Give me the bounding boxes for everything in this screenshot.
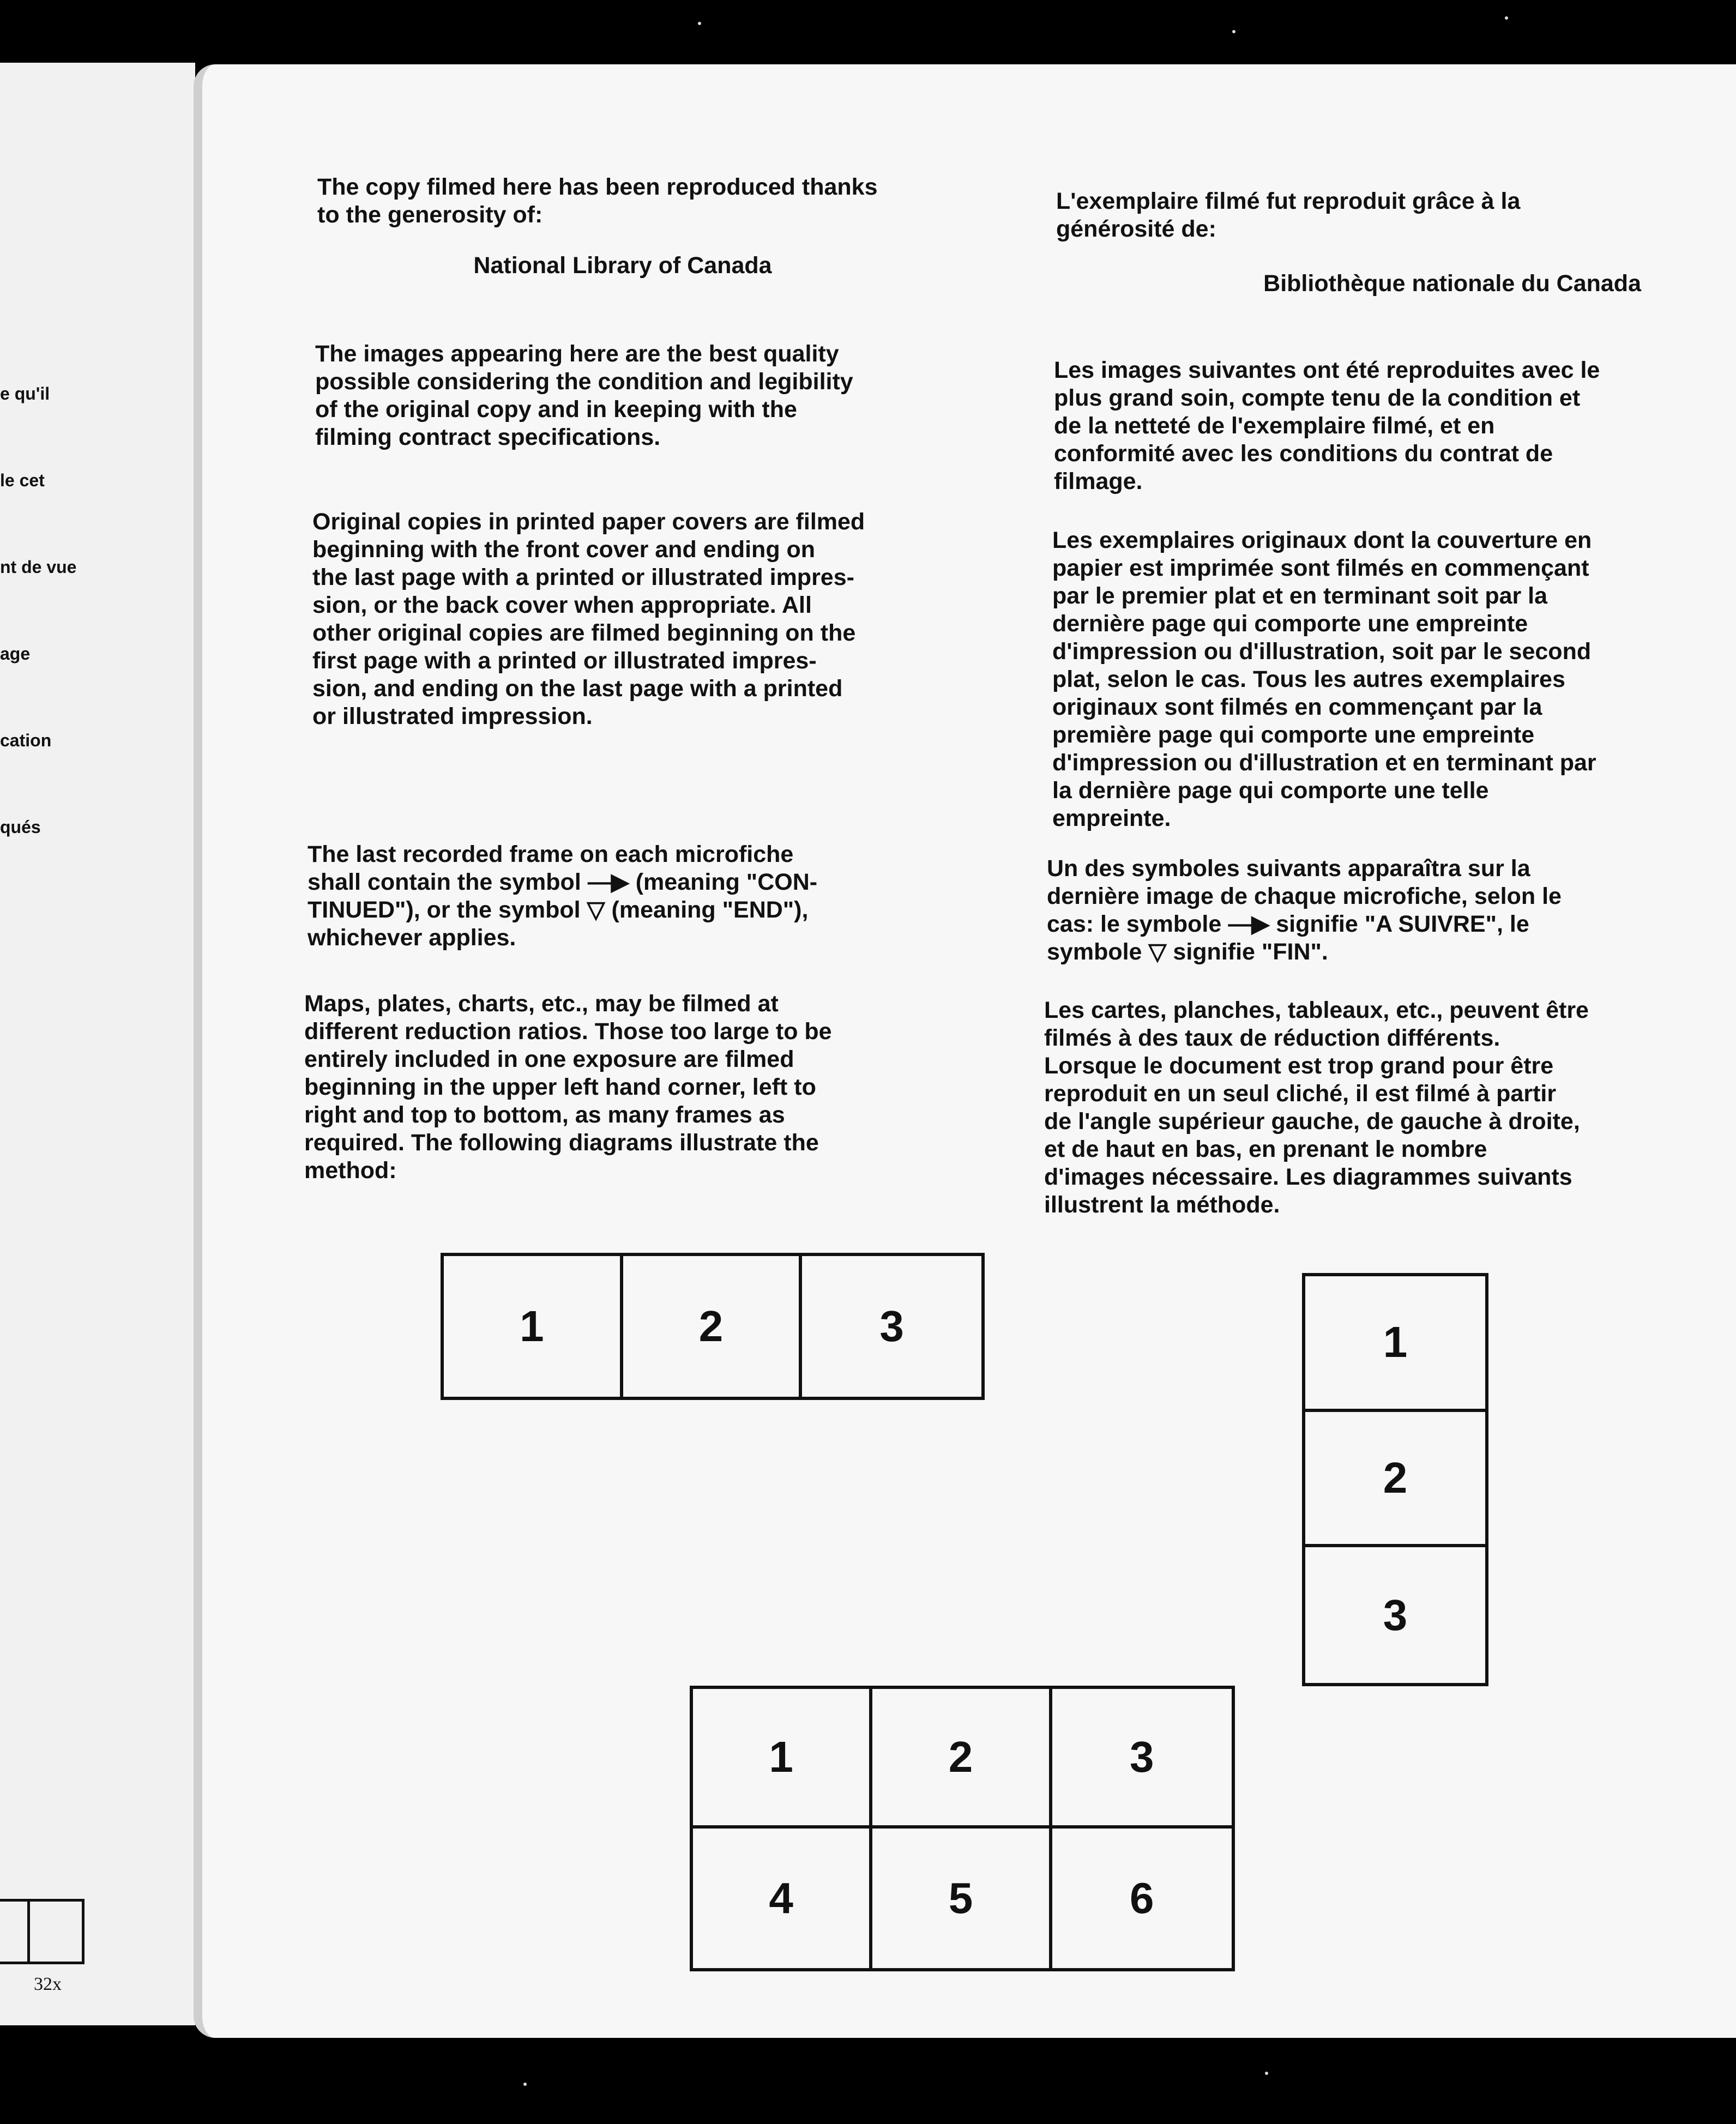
french-thanks xyxy=(1056,188,1656,243)
grid-cell: 4 xyxy=(693,1829,872,1968)
grid-cell: 6 xyxy=(1129,1874,1154,1922)
french-maps xyxy=(1044,997,1666,1219)
french-covers xyxy=(1052,527,1668,832)
previous-page-text xyxy=(0,322,76,900)
row-cell: 3 xyxy=(879,1302,904,1350)
english-quality xyxy=(315,340,926,451)
english-institution-text: National Library of Canada xyxy=(473,252,772,279)
french-quality-text: Les images suivantes ont été reproduites avec le plus grand soin, compte tenu de la condition et de la netteté de l'exemplaire filmé, et en conformité avec les conditions du contrat de filmage. xyxy=(1054,357,1600,494)
grid-cell: 1 xyxy=(693,1689,872,1829)
dust-speck xyxy=(523,2083,527,2086)
diagram-divider xyxy=(27,1902,30,1962)
english-quality-text: The images appearing here are the best quality possible considering the condition and legibility of the original copy and in keeping with the filming contract specifications. xyxy=(315,341,853,450)
row-cell: 1 xyxy=(444,1256,623,1397)
prev-line: le cet xyxy=(0,470,45,490)
french-institution xyxy=(1056,270,1641,298)
french-maps-text: Les cartes, planches, tableaux, etc., peuvent être filmés à des taux de réduction différents. Lorsque le document est trop grand pour être reproduit en un seul cliché, il est filmé à partir de l'angle supérieur gauche, de gauche à droite, et de haut en bas, en prenant le nombre d'images nécessaire. Les diagrammes suivants illustrent la méthode. xyxy=(1044,997,1589,1218)
row-diagram xyxy=(441,1253,985,1400)
french-institution-text: Bibliothèque nationale du Canada xyxy=(1263,270,1641,297)
english-thanks xyxy=(317,173,928,229)
english-maps-text: Maps, plates, charts, etc., may be filmed at different reduction ratios. Those too large to be entirely included in one exposure are filmed beginning in the upper left hand corner, left to right and top to bottom, as many frames as required. The following diagrams illustrate the method: xyxy=(304,991,832,1184)
prev-line: nt de vue xyxy=(0,557,77,577)
column-cell: 3 xyxy=(1383,1590,1408,1639)
grid-cell: 2 xyxy=(872,1689,1052,1829)
english-symbols xyxy=(308,841,924,952)
english-institution xyxy=(317,252,928,280)
french-symbols-text: Un des symboles suivants apparaîtra sur la dernière image de chaque microfiche, selon le cas: le symbole —▶ signifie "A SUIVRE", le symbole ▽ signifie "FIN". xyxy=(1047,855,1562,965)
column-cell: 1 xyxy=(1305,1276,1485,1412)
grid-diagram xyxy=(690,1686,1235,1971)
dust-speck xyxy=(1505,16,1508,20)
dust-speck xyxy=(698,22,701,25)
previous-page-fragment xyxy=(0,63,195,2025)
dust-speck xyxy=(1265,2072,1268,2075)
column-diagram xyxy=(1302,1273,1488,1686)
prev-line: cation xyxy=(0,731,52,750)
previous-page-diagram xyxy=(0,1899,85,1964)
french-symbols xyxy=(1047,855,1663,966)
grid-cell: 3 xyxy=(1052,1689,1232,1829)
handwritten-note: 32x xyxy=(34,1974,62,1994)
column-cell: 2 xyxy=(1305,1412,1485,1548)
french-covers-text: Les exemplaires originaux dont la couverture en papier est imprimée sont filmés en commençant par le premier plat et en terminant soit par la dernière page qui comporte une empreinte d'impression ou d'illustration, soit par le second plat, selon le cas. Tous les autres exemplaires originaux sont filmés en commençant par la première page qui comporte une empreinte d'impression ou d'illustration et en terminant par la dernière page qui comporte une telle empreinte. xyxy=(1052,527,1596,831)
french-quality xyxy=(1054,357,1665,496)
row-cell: 2 xyxy=(623,1256,803,1397)
english-maps xyxy=(304,990,926,1185)
english-symbols-text: The last recorded frame on each microfiche shall contain the symbol —▶ (meaning "CON- TINUED"), or the symbol ▽ (meaning "END"), whichever applies. xyxy=(308,841,818,951)
english-thanks-text: The copy filmed here has been reproduced thanks to the generosity of: xyxy=(317,174,878,228)
french-thanks-text: L'exemplaire filmé fut reproduit grâce à la générosité de: xyxy=(1056,188,1521,242)
prev-line: qués xyxy=(0,817,41,837)
english-covers xyxy=(312,508,929,731)
english-covers-text: Original copies in printed paper covers are filmed beginning with the front cover and ending on the last page with a printed or illustrated impres- sion, or the back cover when appropriate. All other original copies are filmed beginning on the first page with a printed or illustrated impres- sion, and ending on the last page with a printed or illustrated impression. xyxy=(312,509,865,729)
prev-line: age xyxy=(0,644,31,663)
grid-cell: 5 xyxy=(872,1829,1052,1968)
dust-speck xyxy=(1232,30,1235,33)
prev-line: e qu'il xyxy=(0,384,50,403)
